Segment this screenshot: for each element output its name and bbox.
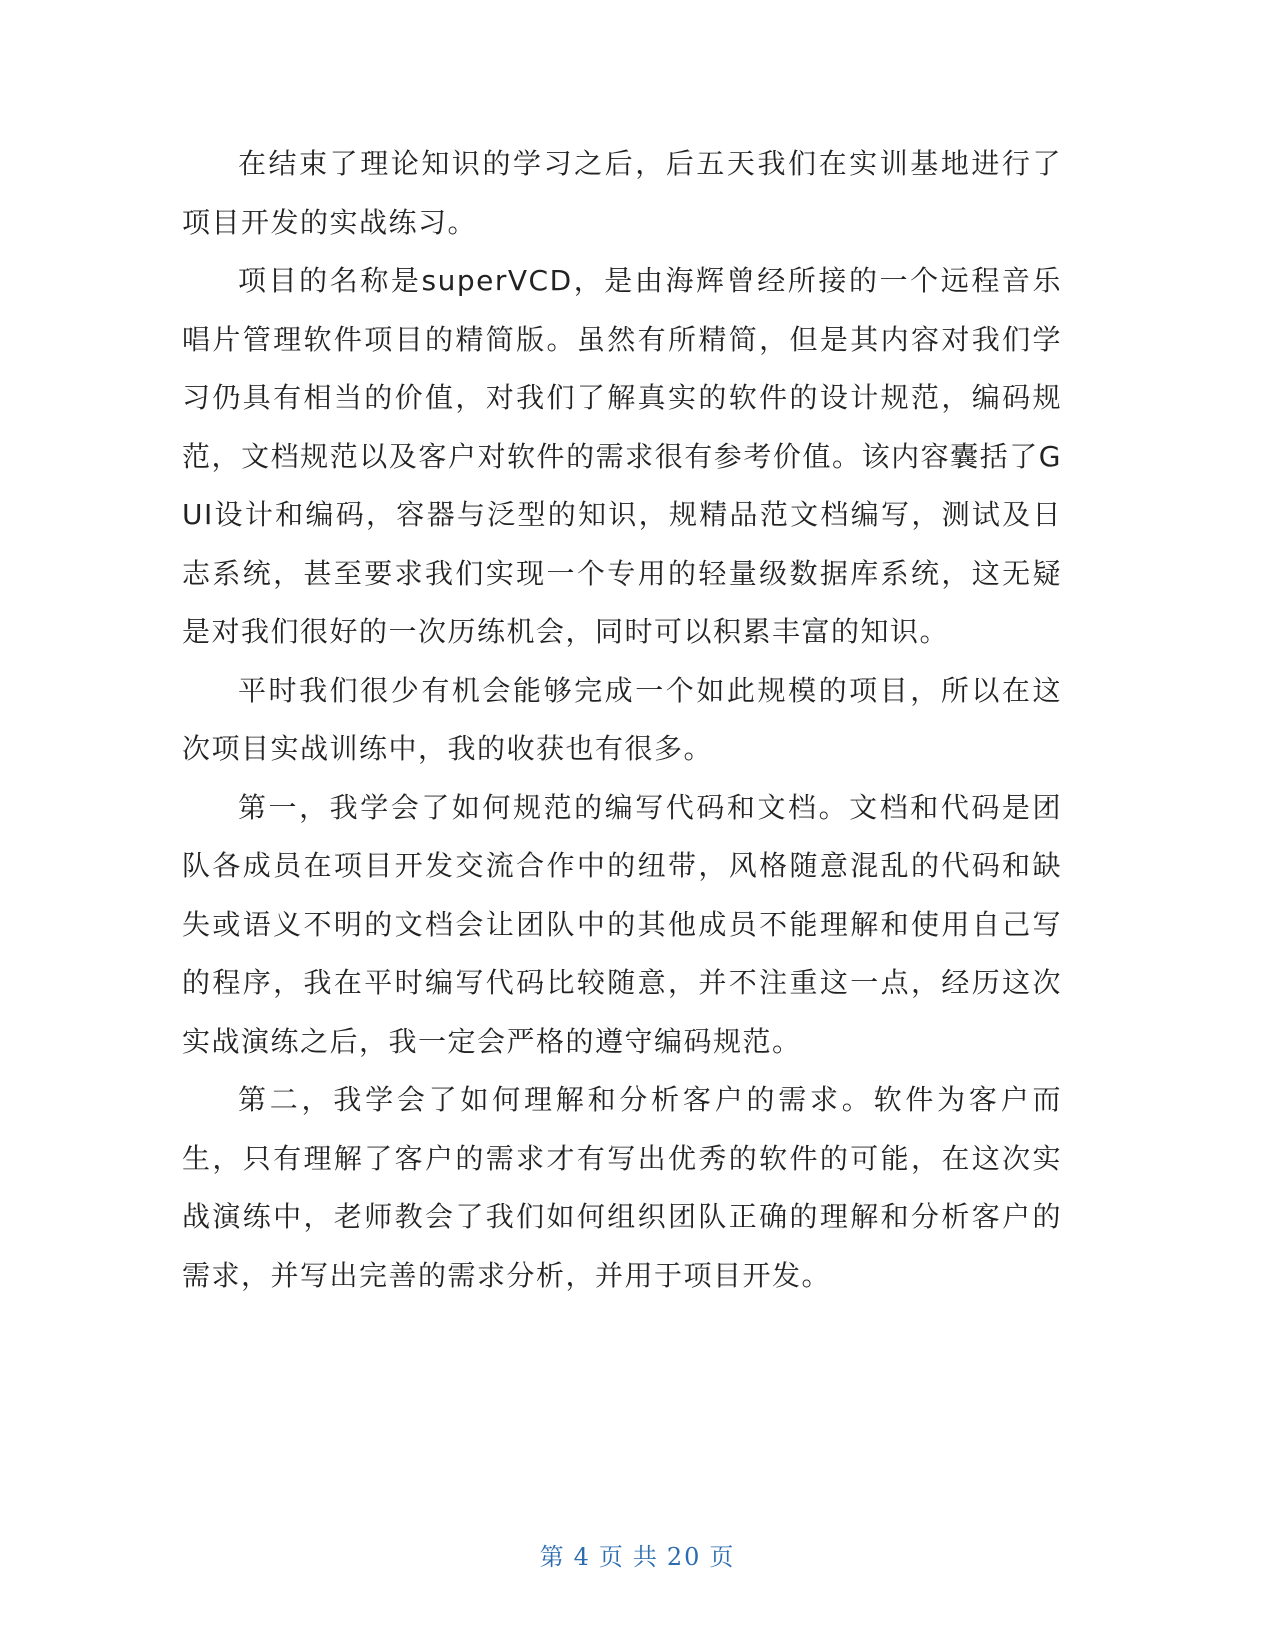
paragraph: 项目的名称是superVCD，是由海辉曾经所接的一个远程音乐唱片管理软件项目的精简版。虽然有所精简，但是其内容对我们学习仍具有相当的价值，对我们了解真实的软件的设计规范，编码规范，文档规范以及客户对软件的需求很有参考价值。该内容囊括了GUI设计和编码，容器与泛型的知识，规精品范文档编写，测试及日志系统，甚至要求我们实现一个专用的轻量级数据库系统，这无疑是对我们很好的一次历练机会，同时可以积累丰富的知识。 [182,264,1062,648]
footer-total-word: 共 [632,1543,659,1571]
paragraph: 在结束了理论知识的学习之后，后五天我们在实训基地进行了项目开发的实战练习。 [182,147,1062,239]
footer-page-word: 页 [598,1543,625,1571]
footer-prefix: 第 [539,1543,566,1571]
paragraph: 第二，我学会了如何理解和分析客户的需求。软件为客户而生，只有理解了客户的需求才有写出优秀的软件的可能，在这次实战演练中，老师教会了我们如何组织团队正确的理解和分析客户的需求，并写出完善的需求分析，并用于项目开发。 [182,1083,1062,1292]
current-page-number: 4 [573,1543,591,1571]
total-page-count: 20 [666,1543,702,1571]
document-body [182,135,1062,1305]
page-footer [0,1537,1275,1572]
paragraph: 平时我们很少有机会能够完成一个如此规模的项目，所以在这次项目实战训练中，我的收获也有很多。 [182,673,1062,765]
footer-suffix: 页 [709,1543,736,1571]
paragraph: 第一，我学会了如何规范的编写代码和文档。文档和代码是团队各成员在项目开发交流合作中的纽带，风格随意混乱的代码和缺失或语义不明的文档会让团队中的其他成员不能理解和使用自己写的程序，我在平时编写代码比较随意，并不注重这一点，经历这次实战演练之后，我一定会严格的遵守编码规范。 [182,790,1062,1058]
